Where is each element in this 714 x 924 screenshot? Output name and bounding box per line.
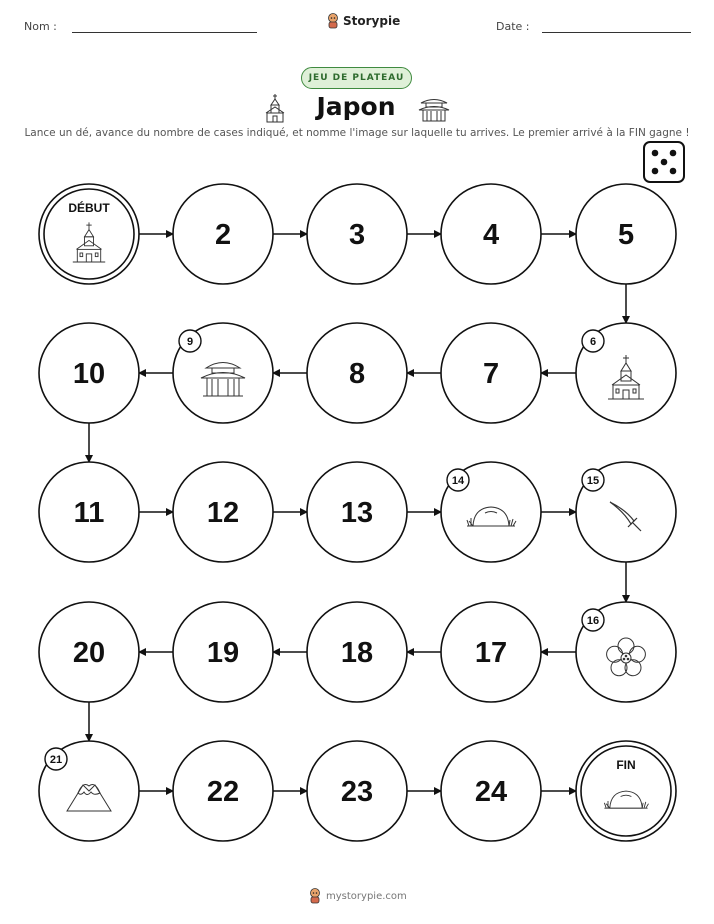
badge-number: 16	[586, 615, 600, 627]
cell-number-badge	[582, 469, 604, 491]
board-cell[interactable]	[39, 323, 139, 423]
cell-number: 13	[340, 497, 374, 529]
footer	[308, 888, 407, 904]
board-cell[interactable]	[576, 323, 676, 423]
finish-cell[interactable]	[576, 741, 676, 841]
board-cell[interactable]	[307, 462, 407, 562]
cell-label: FIN	[616, 758, 636, 772]
cell-number: 8	[348, 358, 366, 390]
title-text: Japon	[316, 92, 396, 121]
badge-number: 14	[451, 475, 465, 487]
cell-number: 2	[214, 219, 232, 251]
cell-number: 17	[474, 637, 508, 669]
cell-number-badge	[447, 469, 469, 491]
cell-number: 24	[474, 776, 508, 808]
cell-number-badge	[179, 330, 201, 352]
cell-number: 19	[206, 637, 240, 669]
brand-name: Storypie	[343, 14, 401, 28]
board-cell[interactable]	[39, 602, 139, 702]
dice-icon	[644, 142, 684, 182]
board-cell[interactable]	[173, 323, 273, 423]
board-cell[interactable]	[307, 602, 407, 702]
start-cell[interactable]	[39, 184, 139, 284]
board-cell[interactable]	[576, 462, 676, 562]
cell-number-badge	[582, 330, 604, 352]
board-cell[interactable]	[441, 184, 541, 284]
cell-number: 18	[340, 637, 374, 669]
cell-number: 22	[206, 776, 240, 808]
cell-number: 20	[72, 637, 106, 669]
board-cell[interactable]	[307, 323, 407, 423]
cell-number: 11	[73, 497, 105, 529]
badge-number: 15	[586, 475, 600, 487]
cell-number: 12	[206, 497, 240, 529]
cell-circle	[39, 184, 139, 284]
cell-number: 4	[482, 219, 500, 251]
board-cell[interactable]	[39, 741, 139, 841]
instructions: Lance un dé, avance du nombre de cases indiqué, et nomme l'image sur laquelle tu arrives. Le premier arrivé à la FIN gagne !	[24, 127, 690, 139]
board-cell[interactable]	[441, 602, 541, 702]
board-cell[interactable]	[576, 184, 676, 284]
date-label: Date :	[496, 20, 530, 33]
board-cell[interactable]	[173, 602, 273, 702]
cell-number: 7	[482, 358, 500, 390]
board-cell[interactable]	[441, 741, 541, 841]
board-cell[interactable]	[441, 323, 541, 423]
footer-url: mystorypie.com	[326, 890, 407, 902]
name-label: Nom :	[24, 20, 57, 33]
badge-number: 9	[186, 336, 194, 348]
board-cell[interactable]	[307, 184, 407, 284]
cell-number: 10	[72, 358, 106, 390]
cell-number-badge	[45, 748, 67, 770]
board-cell[interactable]	[173, 184, 273, 284]
board-cells	[39, 184, 676, 841]
board-cell[interactable]	[173, 462, 273, 562]
cell-number-badge	[582, 609, 604, 631]
cell-number: 5	[617, 219, 635, 251]
badge-number: 6	[589, 336, 597, 348]
board-cell[interactable]	[576, 602, 676, 702]
board-cell[interactable]	[173, 741, 273, 841]
cell-label: DÉBUT	[68, 201, 110, 215]
board-cell[interactable]	[441, 462, 541, 562]
cell-number: 23	[340, 776, 374, 808]
cell-number: 3	[348, 219, 366, 251]
storypie-mascot-icon	[308, 888, 322, 904]
board-cell[interactable]	[307, 741, 407, 841]
game-type-tag: JEU DE PLATEAU	[301, 67, 412, 89]
badge-number: 21	[49, 754, 63, 766]
board-cell[interactable]	[39, 462, 139, 562]
